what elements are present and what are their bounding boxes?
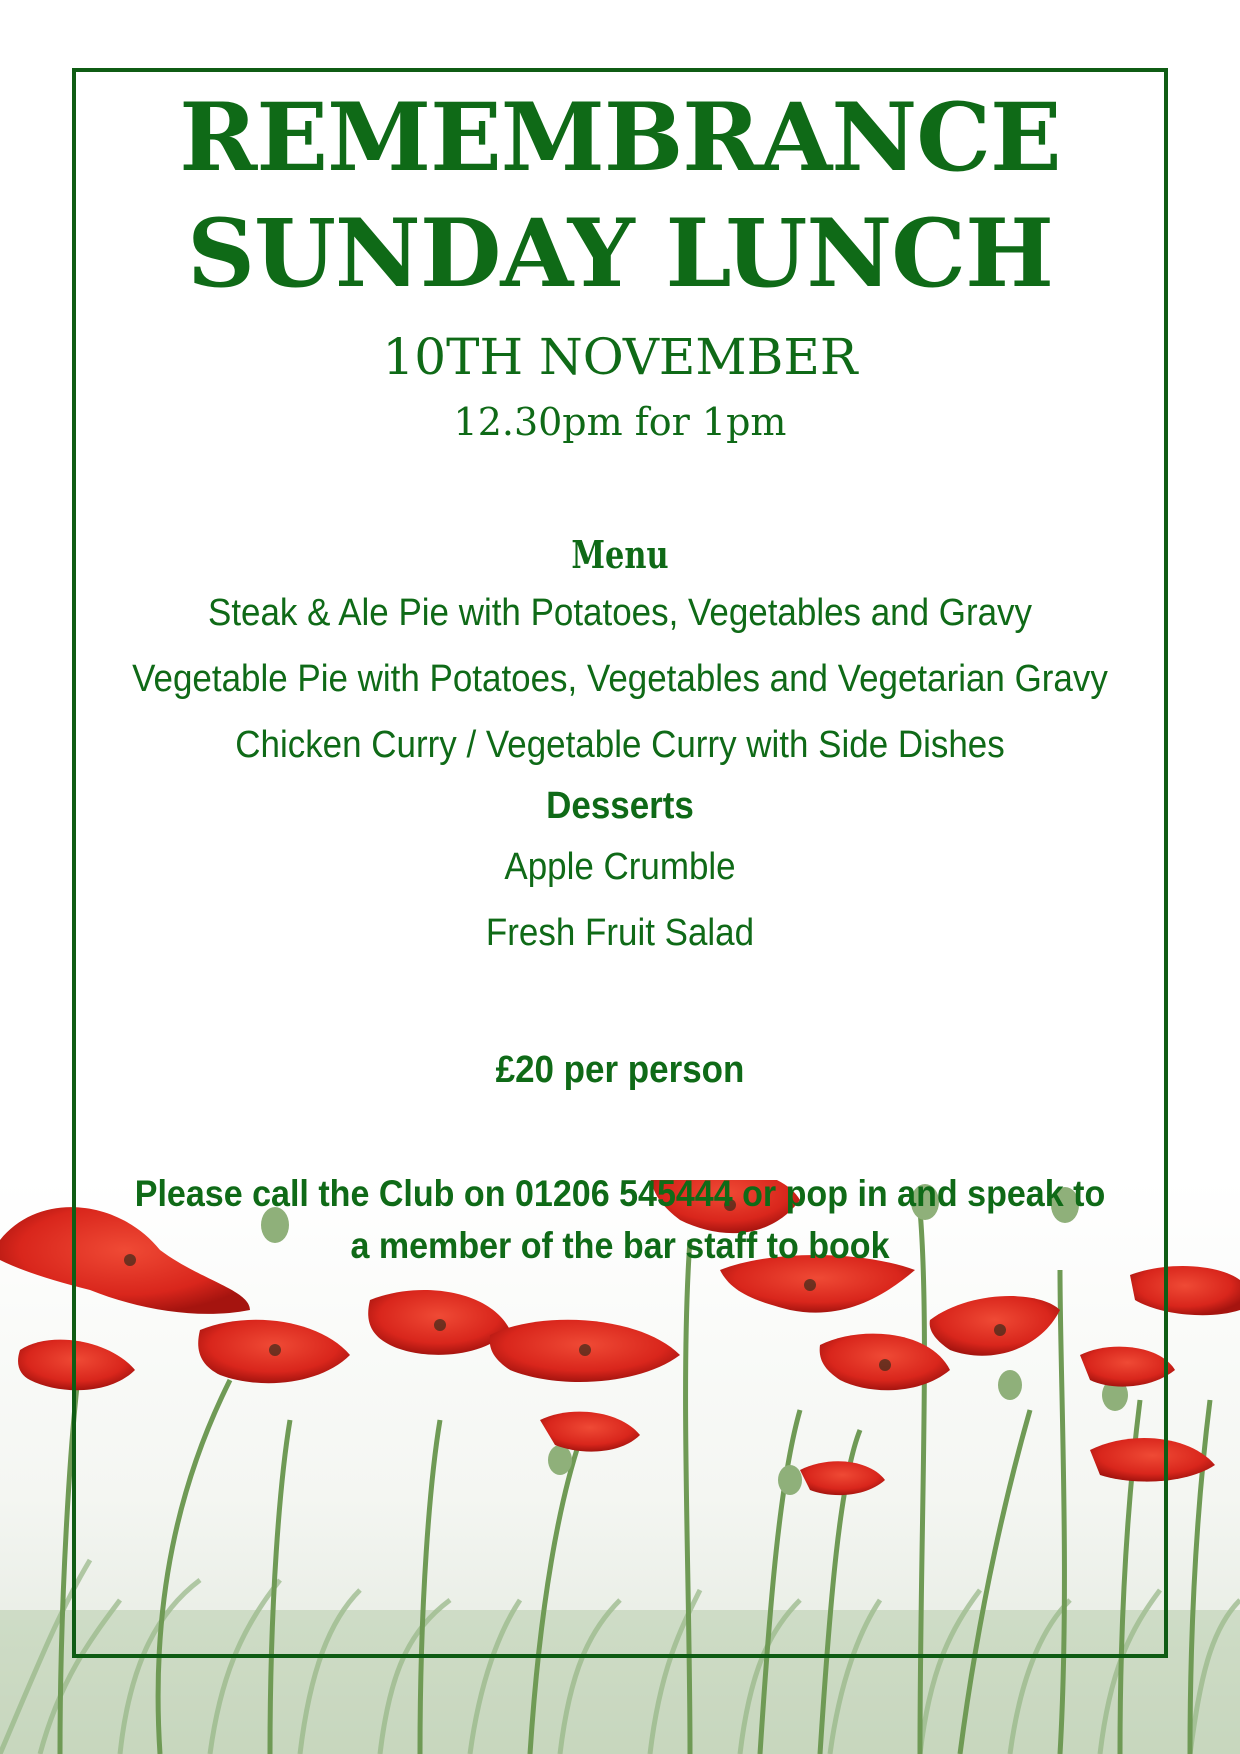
menu-item: Vegetable Pie with Potatoes, Vegetables and Vegetarian Gravy (132, 658, 1108, 700)
menu-item: Chicken Curry / Vegetable Curry with Side Dishes (235, 724, 1005, 766)
event-title-line1: REMEMBRANCE (179, 83, 1061, 193)
event-date: 10TH NOVEMBER (382, 328, 858, 386)
desserts-heading: Desserts (546, 785, 694, 827)
menu-heading: Menu (571, 532, 669, 577)
menu-item: Steak & Ale Pie with Potatoes, Vegetables and Gravy (207, 592, 1033, 634)
booking-line: Please call the Club on 01206 545444 or pop in and speak to (134, 1173, 1106, 1214)
event-time: 12.30pm for 1pm (453, 400, 787, 444)
event-title-line2: SUNDAY LUNCH (187, 199, 1053, 309)
dessert-item: Fresh Fruit Salad (485, 912, 755, 954)
dessert-item: Apple Crumble (504, 846, 736, 888)
booking-line: a member of the bar staff to book (350, 1225, 890, 1266)
booking-info (123, 1168, 1117, 1272)
flyer-content (80, 80, 1160, 1272)
price: £20 per person (495, 1049, 745, 1091)
